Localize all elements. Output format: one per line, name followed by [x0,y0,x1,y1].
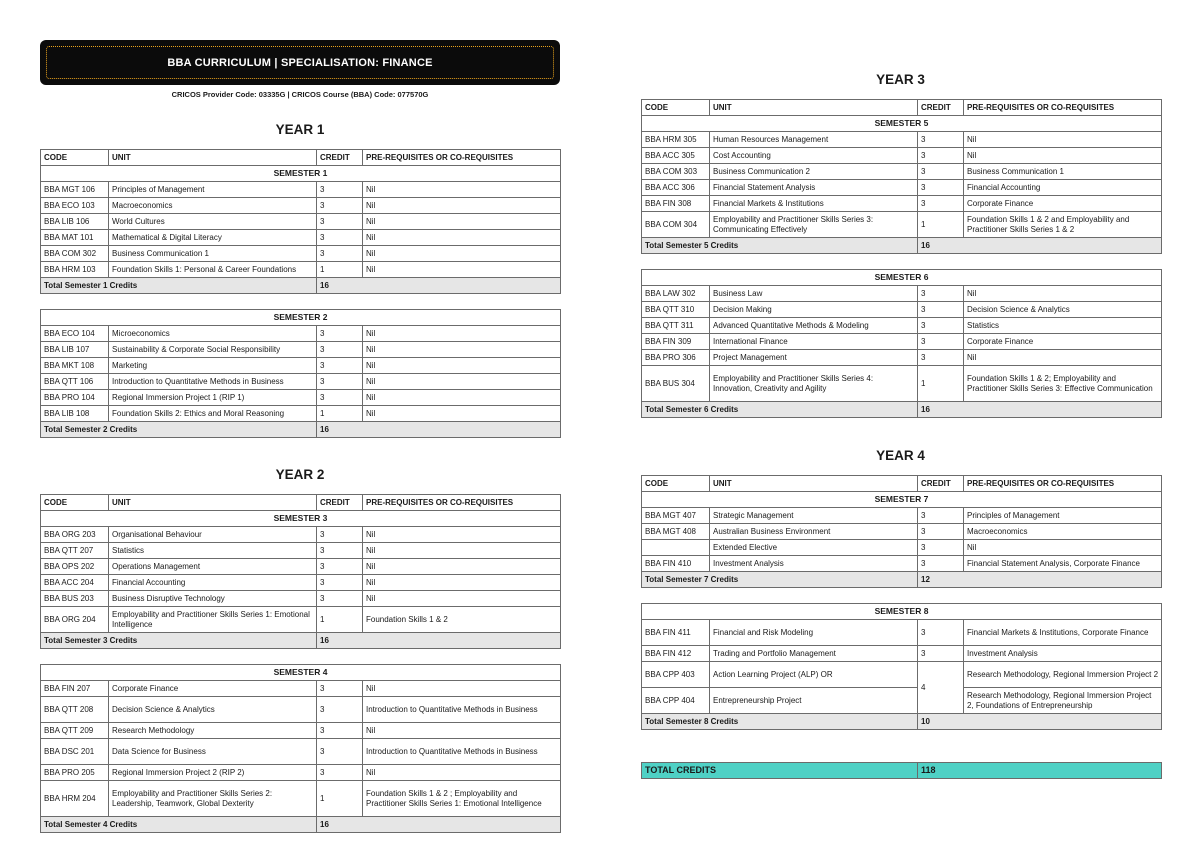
total-row [642,572,1162,588]
unit-credit: 3 [317,591,363,607]
semester-2-table [40,309,561,438]
unit-code: BBA ECO 104 [41,326,109,342]
unit-code: BBA COM 304 [642,212,710,238]
unit-credit: 3 [918,286,964,302]
unit-name: Decision Science & Analytics [109,697,317,723]
unit-prereq: Nil [363,374,561,390]
header-code: CODE [41,150,109,166]
unit-code: BBA MKT 108 [41,358,109,374]
header-prereq: PRE-REQUISITES OR CO-REQUISITES [363,495,561,511]
unit-name: Employability and Practitioner Skills Series 1: Emotional Intelligence [109,607,317,633]
unit-name: World Cultures [109,214,317,230]
unit-code: BBA PRO 205 [41,765,109,781]
table-header-row [642,100,1162,116]
semester-title: SEMESTER 5 [642,116,1162,132]
unit-code: BBA MGT 407 [642,508,710,524]
unit-code: BBA MGT 106 [41,182,109,198]
header-code: CODE [642,476,710,492]
unit-prereq: Nil [363,198,561,214]
unit-code: BBA BUS 304 [642,366,710,402]
total-row [642,714,1162,730]
unit-credit: 3 [317,182,363,198]
unit-credit: 3 [317,739,363,765]
year-3-title: YEAR 3 [876,72,925,87]
unit-prereq: Nil [363,342,561,358]
table-header-row [41,150,561,166]
table-row [41,723,561,739]
unit-name: Employability and Practitioner Skills Series 2: Leadership, Teamwork, Global Dexterity [109,781,317,817]
unit-credit: 3 [918,180,964,196]
unit-prereq: Foundation Skills 1 & 2 and Employability and Practitioner Skills Series 1 & 2 [964,212,1162,238]
unit-name: Business Law [710,286,918,302]
table-row [41,543,561,559]
unit-credit: 4 [918,662,964,714]
unit-credit: 3 [918,646,964,662]
unit-code: BBA DSC 201 [41,739,109,765]
table-row [41,575,561,591]
unit-prereq: Nil [363,230,561,246]
unit-name: Financial Accounting [109,575,317,591]
unit-code: BBA HRM 305 [642,132,710,148]
total-credits-table [641,762,1162,779]
table-row [41,697,561,723]
table-header-row [642,476,1162,492]
unit-credit: 3 [918,620,964,646]
unit-prereq: Nil [363,765,561,781]
unit-name: Foundation Skills 1: Personal & Career Foundations [109,262,317,278]
semester-title: SEMESTER 4 [41,665,561,681]
unit-code: BBA CPP 403 [642,662,710,688]
unit-prereq: Financial Accounting [964,180,1162,196]
unit-code: BBA LIB 107 [41,342,109,358]
semester-title: SEMESTER 8 [642,604,1162,620]
unit-credit: 3 [918,556,964,572]
unit-prereq: Foundation Skills 1 & 2 [363,607,561,633]
unit-name: Statistics [109,543,317,559]
unit-credit: 3 [317,390,363,406]
unit-code: BBA MGT 408 [642,524,710,540]
unit-prereq: Nil [964,540,1162,556]
table-row [642,646,1162,662]
unit-name: Advanced Quantitative Methods & Modeling [710,318,918,334]
grand-total-row [642,763,1162,779]
total-row [642,238,1162,254]
unit-credit: 3 [918,148,964,164]
table-row [41,230,561,246]
table-row [41,374,561,390]
unit-name: Decision Making [710,302,918,318]
table-row [41,326,561,342]
table-row [41,262,561,278]
unit-credit: 1 [317,262,363,278]
unit-prereq: Foundation Skills 1 & 2 ; Employability and Practitioner Skills Series 1: Emotional Intelligence [363,781,561,817]
table-row [41,781,561,817]
unit-name: Foundation Skills 2: Ethics and Moral Reasoning [109,406,317,422]
banner-title: BBA CURRICULUM | SPECIALISATION: FINANCE [167,56,433,69]
unit-name: Macroeconomics [109,198,317,214]
unit-prereq: Principles of Management [964,508,1162,524]
table-row [642,302,1162,318]
year-4-title: YEAR 4 [876,448,925,463]
unit-prereq: Investment Analysis [964,646,1162,662]
unit-prereq: Nil [363,575,561,591]
table-row [642,318,1162,334]
unit-credit: 3 [918,334,964,350]
unit-credit: 3 [317,575,363,591]
header-credit: CREDIT [918,100,964,116]
unit-credit: 3 [317,198,363,214]
total-label: Total Semester 5 Credits [642,238,918,254]
unit-prereq: Introduction to Quantitative Methods in Business [363,739,561,765]
unit-name: Business Disruptive Technology [109,591,317,607]
unit-credit: 3 [317,559,363,575]
unit-code: BBA ACC 305 [642,148,710,164]
unit-name: Marketing [109,358,317,374]
table-row [41,342,561,358]
header-code: CODE [642,100,710,116]
unit-prereq: Nil [363,723,561,739]
header-credit: CREDIT [317,150,363,166]
unit-prereq: Nil [363,262,561,278]
unit-credit: 1 [317,607,363,633]
table-row [642,662,1162,688]
unit-credit: 3 [918,164,964,180]
table-row [41,527,561,543]
unit-name: Project Management [710,350,918,366]
unit-code: BBA QTT 209 [41,723,109,739]
grand-total-value: 118 [918,763,1162,779]
total-value: 16 [317,422,561,438]
unit-code: BBA LIB 108 [41,406,109,422]
total-value: 16 [317,278,561,294]
unit-name: Cost Accounting [710,148,918,164]
unit-credit: 3 [317,765,363,781]
year-1-title: YEAR 1 [275,122,325,137]
total-label: Total Semester 4 Credits [41,817,317,833]
unit-credit: 3 [317,214,363,230]
unit-credit: 3 [317,697,363,723]
header-credit: CREDIT [317,495,363,511]
grand-total-label: TOTAL CREDITS [642,763,918,779]
total-label: Total Semester 6 Credits [642,402,918,418]
unit-credit: 3 [918,508,964,524]
table-row [642,688,1162,714]
header-unit: UNIT [710,476,918,492]
unit-code: BBA ACC 204 [41,575,109,591]
unit-name: Action Learning Project (ALP) OR [710,662,918,688]
table-row [642,212,1162,238]
semester-1-table [40,149,561,294]
unit-prereq: Research Methodology, Regional Immersion Project 2, Foundations of Entrepreneurship [964,688,1162,714]
table-row [642,180,1162,196]
unit-prereq: Nil [363,543,561,559]
unit-prereq: Nil [363,591,561,607]
unit-code: BBA ACC 306 [642,180,710,196]
unit-credit: 3 [918,540,964,556]
curriculum-banner [40,40,560,85]
table-row [41,246,561,262]
unit-prereq: Nil [363,326,561,342]
semester-title: SEMESTER 6 [642,270,1162,286]
unit-name: Employability and Practitioner Skills Series 4: Innovation, Creativity and Agility [710,366,918,402]
unit-name: Financial Markets & Institutions [710,196,918,212]
unit-name: Australian Business Environment [710,524,918,540]
semester-5-table [641,99,1162,254]
table-row [41,406,561,422]
semester-8-table [641,603,1162,730]
total-row [41,633,561,649]
unit-name: Data Science for Business [109,739,317,765]
semester-title: SEMESTER 7 [642,492,1162,508]
table-row [642,620,1162,646]
unit-prereq: Nil [363,527,561,543]
total-value: 16 [918,402,1162,418]
semester-3-table [40,494,561,649]
table-row [41,765,561,781]
unit-code: BBA OPS 202 [41,559,109,575]
total-row [41,817,561,833]
unit-credit: 3 [317,342,363,358]
unit-name: Regional Immersion Project 2 (RIP 2) [109,765,317,781]
unit-name: Regional Immersion Project 1 (RIP 1) [109,390,317,406]
unit-prereq: Nil [363,559,561,575]
total-label: Total Semester 8 Credits [642,714,918,730]
total-value: 16 [918,238,1162,254]
unit-code: BBA FIN 308 [642,196,710,212]
unit-code: BBA HRM 204 [41,781,109,817]
unit-name: Extended Elective [710,540,918,556]
unit-code: BBA BUS 203 [41,591,109,607]
header-prereq: PRE-REQUISITES OR CO-REQUISITES [964,100,1162,116]
table-row [41,607,561,633]
unit-code: BBA FIN 411 [642,620,710,646]
unit-credit: 3 [317,358,363,374]
unit-code: BBA LIB 106 [41,214,109,230]
unit-name: Corporate Finance [109,681,317,697]
unit-name: Principles of Management [109,182,317,198]
semester-title: SEMESTER 2 [41,310,561,326]
unit-prereq: Business Communication 1 [964,164,1162,180]
unit-code: BBA COM 302 [41,246,109,262]
banner-dotted-border [46,46,554,79]
unit-name: Sustainability & Corporate Social Responsibility [109,342,317,358]
table-row [41,214,561,230]
unit-code: BBA FIN 309 [642,334,710,350]
unit-name: Mathematical & Digital Literacy [109,230,317,246]
total-label: Total Semester 2 Credits [41,422,317,438]
unit-prereq: Nil [964,132,1162,148]
table-row [41,198,561,214]
unit-name: Employability and Practitioner Skills Series 3: Communicating Effectively [710,212,918,238]
table-row [41,739,561,765]
unit-name: Business Communication 2 [710,164,918,180]
unit-name: Investment Analysis [710,556,918,572]
table-header-row [41,495,561,511]
unit-name: Entrepreneurship Project [710,688,918,714]
unit-prereq: Financial Markets & Institutions, Corporate Finance [964,620,1162,646]
header-code: CODE [41,495,109,511]
unit-prereq: Nil [363,246,561,262]
table-row [41,182,561,198]
total-value: 12 [918,572,1162,588]
unit-code: BBA CPP 404 [642,688,710,714]
unit-credit: 3 [317,246,363,262]
table-row [642,334,1162,350]
total-label: Total Semester 7 Credits [642,572,918,588]
unit-code: BBA PRO 306 [642,350,710,366]
unit-code: BBA LAW 302 [642,286,710,302]
unit-credit: 3 [918,196,964,212]
semester-7-table [641,475,1162,588]
table-row [642,366,1162,402]
unit-prereq: Nil [363,214,561,230]
total-value: 16 [317,633,561,649]
unit-prereq: Macroeconomics [964,524,1162,540]
year-2-title: YEAR 2 [275,467,325,482]
semester-4-table [40,664,561,833]
unit-code: BBA ORG 204 [41,607,109,633]
header-unit: UNIT [109,150,317,166]
unit-prereq: Introduction to Quantitative Methods in Business [363,697,561,723]
unit-name: Operations Management [109,559,317,575]
table-row [41,358,561,374]
unit-code: BBA HRM 103 [41,262,109,278]
cricos-codes: CRICOS Provider Code: 03335G | CRICOS Course (BBA) Code: 077570G [171,90,429,99]
table-row [41,591,561,607]
unit-prereq: Financial Statement Analysis, Corporate Finance [964,556,1162,572]
unit-code: BBA QTT 208 [41,697,109,723]
table-row [642,196,1162,212]
header-credit: CREDIT [918,476,964,492]
unit-code: BBA ORG 203 [41,527,109,543]
unit-code: BBA FIN 412 [642,646,710,662]
unit-credit: 3 [317,326,363,342]
total-label: Total Semester 3 Credits [41,633,317,649]
unit-prereq: Nil [363,681,561,697]
unit-code: BBA QTT 310 [642,302,710,318]
unit-credit: 3 [918,302,964,318]
unit-name: International Finance [710,334,918,350]
unit-prereq: Foundation Skills 1 & 2; Employability and Practitioner Skills Series 3: Effective Communication [964,366,1162,402]
unit-credit: 1 [918,212,964,238]
unit-name: Financial and Risk Modeling [710,620,918,646]
unit-prereq: Nil [964,286,1162,302]
unit-code: BBA QTT 207 [41,543,109,559]
unit-credit: 3 [918,132,964,148]
unit-name: Introduction to Quantitative Methods in Business [109,374,317,390]
table-row [41,681,561,697]
unit-prereq: Nil [363,390,561,406]
unit-prereq: Nil [964,350,1162,366]
unit-credit: 1 [918,366,964,402]
unit-name: Microeconomics [109,326,317,342]
unit-name: Organisational Behaviour [109,527,317,543]
unit-prereq: Nil [964,148,1162,164]
unit-credit: 3 [918,350,964,366]
unit-credit: 3 [317,230,363,246]
total-row [642,402,1162,418]
unit-name: Business Communication 1 [109,246,317,262]
header-unit: UNIT [109,495,317,511]
unit-credit: 3 [317,723,363,739]
header-prereq: PRE-REQUISITES OR CO-REQUISITES [964,476,1162,492]
table-row [642,508,1162,524]
table-row [642,148,1162,164]
table-row [642,556,1162,572]
unit-code: BBA FIN 410 [642,556,710,572]
unit-prereq: Nil [363,358,561,374]
table-row [642,350,1162,366]
total-value: 10 [918,714,1162,730]
unit-prereq: Corporate Finance [964,334,1162,350]
table-row [642,132,1162,148]
unit-code: BBA QTT 106 [41,374,109,390]
semester-title: SEMESTER 3 [41,511,561,527]
semester-title: SEMESTER 1 [41,166,561,182]
unit-credit: 3 [317,543,363,559]
unit-code: BBA COM 303 [642,164,710,180]
unit-code: BBA QTT 311 [642,318,710,334]
unit-prereq: Decision Science & Analytics [964,302,1162,318]
table-row [642,164,1162,180]
header-unit: UNIT [710,100,918,116]
unit-code: BBA FIN 207 [41,681,109,697]
total-row [41,422,561,438]
table-row [642,286,1162,302]
unit-name: Research Methodology [109,723,317,739]
header-prereq: PRE-REQUISITES OR CO-REQUISITES [363,150,561,166]
unit-credit: 1 [317,406,363,422]
unit-name: Strategic Management [710,508,918,524]
table-row [41,390,561,406]
unit-prereq: Nil [363,182,561,198]
unit-code: BBA ECO 103 [41,198,109,214]
unit-name: Human Resources Management [710,132,918,148]
unit-prereq: Research Methodology, Regional Immersion Project 2 [964,662,1162,688]
unit-credit: 3 [317,527,363,543]
total-value: 16 [317,817,561,833]
unit-code: BBA PRO 104 [41,390,109,406]
semester-6-table [641,269,1162,418]
unit-credit: 3 [317,681,363,697]
total-label: Total Semester 1 Credits [41,278,317,294]
unit-prereq: Statistics [964,318,1162,334]
unit-credit: 3 [317,374,363,390]
unit-prereq: Nil [363,406,561,422]
total-row [41,278,561,294]
unit-name: Trading and Portfolio Management [710,646,918,662]
unit-prereq: Corporate Finance [964,196,1162,212]
unit-credit: 3 [918,318,964,334]
unit-code [642,540,710,556]
table-row [642,524,1162,540]
unit-credit: 1 [317,781,363,817]
unit-name: Financial Statement Analysis [710,180,918,196]
unit-code: BBA MAT 101 [41,230,109,246]
table-row [642,540,1162,556]
table-row [41,559,561,575]
unit-credit: 3 [918,524,964,540]
